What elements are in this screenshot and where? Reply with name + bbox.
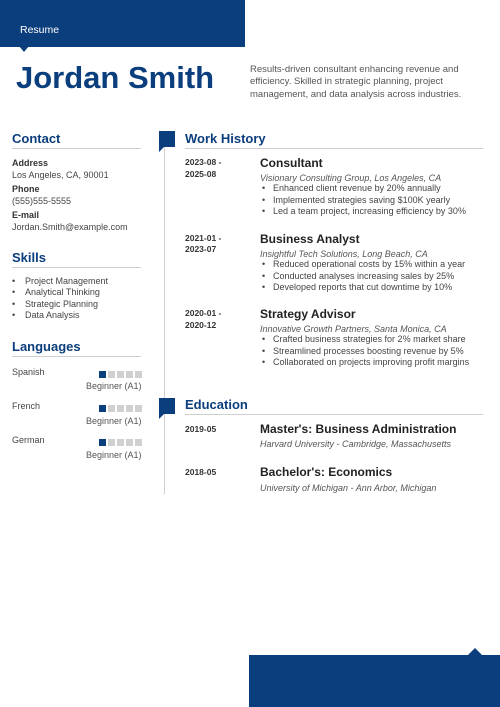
job-bullets [260, 259, 485, 294]
skill-item: • Analytical Thinking [12, 287, 108, 298]
rating-segment [126, 405, 133, 412]
email-label: E-mail [12, 210, 40, 220]
work-history-heading: Work History [185, 131, 266, 146]
work-history-divider [185, 148, 483, 149]
job-employer: Visionary Consulting Group, Los Angeles, CA [260, 173, 442, 183]
job-bullet: • Conducted analyses increasing sales by 25% [260, 271, 485, 283]
timeline-line [164, 142, 165, 494]
languages-heading: Languages [12, 339, 81, 354]
education-date: 2018-05 [185, 467, 217, 477]
skill-item: • Project Management [12, 276, 108, 287]
work-history-flag-icon [159, 131, 175, 147]
job-title: Consultant [260, 156, 323, 170]
job-bullet: • Developed reports that cut downtime by 10% [260, 282, 485, 294]
language-rating-bar [99, 371, 142, 378]
rating-segment [99, 405, 106, 412]
rating-segment [108, 371, 115, 378]
professional-summary: Results-driven consultant enhancing revenue and efficiency. Skilled in strategic planning, project management, and data analysis across industries. [250, 64, 462, 100]
rating-segment [126, 439, 133, 446]
candidate-name: Jordan Smith [16, 60, 215, 95]
rating-segment [135, 405, 142, 412]
job-title: Strategy Advisor [260, 307, 356, 321]
skill-item: • Strategic Planning [12, 299, 108, 310]
footer-pointer [468, 648, 482, 655]
job-bullet: • Enhanced client revenue by 20% annually [260, 183, 485, 195]
education-school: Harvard University - Cambridge, Massachusetts [260, 439, 452, 449]
education-divider [185, 414, 483, 415]
skills-divider [12, 267, 141, 268]
job-date-end: 2020-12 [185, 320, 217, 330]
rating-segment [135, 439, 142, 446]
language-level: Beginner (A1) [86, 416, 142, 426]
rating-segment [117, 405, 124, 412]
address-value: Los Angeles, CA, 90001 [12, 170, 109, 180]
language-level: Beginner (A1) [86, 450, 142, 460]
skill-item: • Data Analysis [12, 310, 108, 321]
rating-segment [108, 439, 115, 446]
language-rating-bar [99, 439, 142, 446]
job-bullets [260, 334, 480, 369]
education-school: University of Michigan - Ann Arbor, Michigan [260, 483, 437, 493]
contact-divider [12, 148, 141, 149]
job-bullets [260, 183, 485, 218]
education-degree: Bachelor's: Economics [260, 465, 393, 479]
rating-segment [99, 439, 106, 446]
skills-heading: Skills [12, 250, 46, 265]
education-date: 2019-05 [185, 424, 217, 434]
rating-segment [126, 371, 133, 378]
phone-label: Phone [12, 184, 40, 194]
job-bullet: • Led a team project, increasing efficiency by 30% [260, 206, 485, 218]
rating-segment [135, 371, 142, 378]
job-employer: Insightful Tech Solutions, Long Beach, CA [260, 249, 428, 259]
rating-segment [117, 371, 124, 378]
email-value: Jordan.Smith@example.com [12, 222, 128, 232]
job-date-start: 2021-01 - [185, 233, 222, 243]
language-level: Beginner (A1) [86, 381, 142, 391]
rating-segment [99, 371, 106, 378]
job-date-start: 2020-01 - [185, 308, 222, 318]
rating-segment [117, 439, 124, 446]
skills-list [12, 276, 108, 321]
footer-block [249, 655, 500, 707]
rating-segment [108, 405, 115, 412]
job-title: Business Analyst [260, 232, 360, 246]
job-bullet: • Crafted business strategies for 2% market share [260, 334, 480, 346]
language-name: German [12, 435, 45, 445]
job-bullet: • Reduced operational costs by 15% within a year [260, 259, 485, 271]
job-date-start: 2023-08 - [185, 157, 222, 167]
education-heading: Education [185, 397, 248, 412]
phone-value: (555)555-5555 [12, 196, 72, 206]
job-employer: Innovative Growth Partners, Santa Monica, CA [260, 324, 447, 334]
job-bullet: • Streamlined processes boosting revenue by 5% [260, 346, 480, 358]
job-bullet: • Implemented strategies saving $100K yearly [260, 195, 485, 207]
language-rating-bar [99, 405, 142, 412]
language-name: Spanish [12, 367, 45, 377]
languages-divider [12, 356, 141, 357]
job-bullet: • Collaborated on projects improving profit margins [260, 357, 480, 369]
resume-label: Resume [20, 24, 60, 36]
contact-heading: Contact [12, 131, 61, 146]
header-tab-pointer [19, 46, 29, 52]
address-label: Address [12, 158, 49, 168]
language-name: French [12, 401, 41, 411]
job-date-end: 2025-08 [185, 169, 217, 179]
education-flag-icon [159, 398, 175, 414]
education-degree: Master's: Business Administration [260, 422, 457, 436]
job-date-end: 2023-07 [185, 244, 217, 254]
